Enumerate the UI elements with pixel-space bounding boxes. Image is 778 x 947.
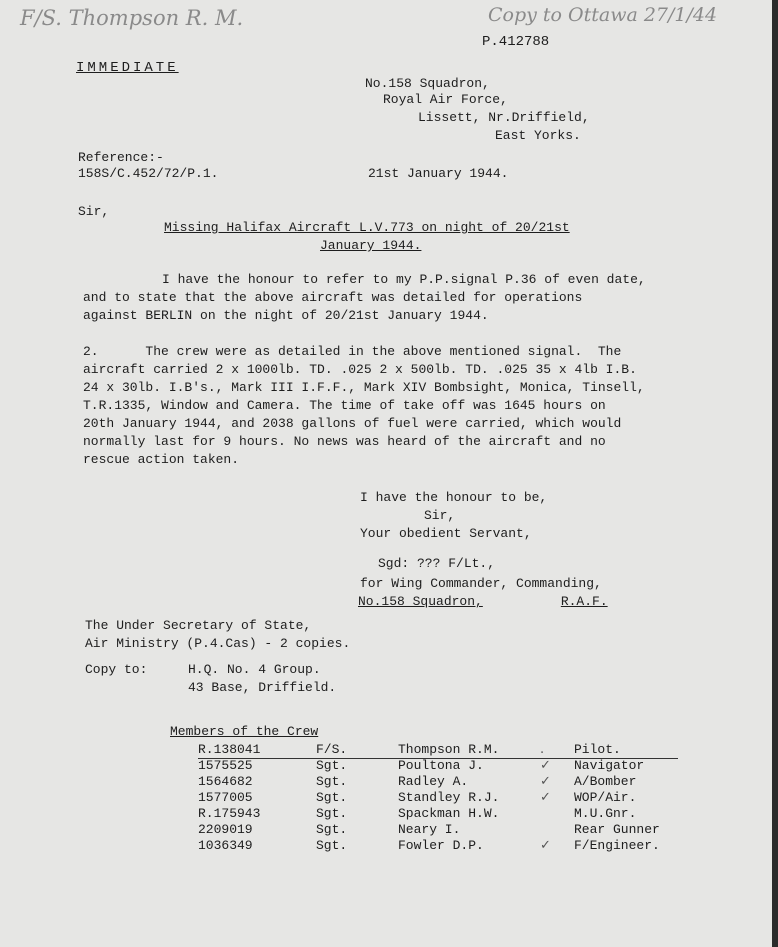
- crew-service-number: R.175943: [198, 806, 261, 821]
- crew-role: WOP/Air.: [574, 790, 637, 805]
- crew-service-number: R.138041: [198, 742, 261, 757]
- signatory-unit-name: No.158 Squadron,: [358, 594, 483, 609]
- scan-edge: [772, 0, 778, 947]
- crew-rank: Sgt.: [316, 790, 348, 805]
- crew-check-mark: ✓: [540, 758, 551, 773]
- crew-service-number: 2209019: [198, 822, 253, 837]
- paragraph-1-line: against BERLIN on the night of 20/21st January 1944.: [83, 308, 489, 323]
- reference-value: 158S/C.452/72/P.1.: [78, 166, 219, 181]
- crew-role: F/Engineer.: [574, 838, 660, 853]
- paragraph-1-line: and to state that the above aircraft was detailed for operations: [83, 290, 583, 305]
- crew-row: [198, 758, 684, 774]
- crew-row: [198, 838, 684, 854]
- crew-rank: F/S.: [316, 742, 348, 757]
- closing-line: I have the honour to be,: [360, 490, 548, 505]
- signature-line: Sgd: ??? F/Lt.,: [378, 556, 496, 571]
- crew-row: [198, 774, 684, 790]
- crew-check-mark: ✓: [540, 790, 551, 805]
- paragraph-2-line: normally last for 9 hours. No news was heard of the aircraft and no: [83, 434, 606, 449]
- paragraph-2-line: 20th January 1944, and 2038 gallons of fuel were carried, which would: [83, 416, 622, 431]
- crew-service-number: 1575525: [198, 758, 253, 773]
- crew-name: Standley R.J.: [398, 790, 500, 805]
- handwritten-copy-note: Copy to Ottawa 27/1/44: [488, 4, 718, 26]
- crew-rank: Sgt.: [316, 758, 348, 773]
- copy-to-label: Copy to:: [85, 662, 148, 677]
- address-line: East Yorks.: [495, 128, 581, 143]
- copy-to-line: 43 Base, Driffield.: [188, 680, 337, 695]
- crew-row: [198, 742, 684, 758]
- crew-row: [198, 822, 684, 838]
- paragraph-2-line: rescue action taken.: [83, 452, 240, 467]
- crew-role: M.U.Gnr.: [574, 806, 637, 821]
- crew-name: Radley A.: [398, 774, 469, 789]
- crew-check-mark: ✓: [540, 774, 551, 789]
- address-line: Lissett, Nr.Driffield,: [418, 110, 590, 125]
- priority-marking: IMMEDIATE: [76, 60, 179, 76]
- address-line: Royal Air Force,: [383, 92, 508, 107]
- paragraph-2-line: T.R.1335, Window and Camera. The time of take off was 1645 hours on: [83, 398, 606, 413]
- crew-role: Pilot.: [574, 742, 621, 757]
- paragraph-1-line: I have the honour to refer to my P.P.signal P.36 of even date,: [162, 272, 646, 287]
- reference-label: Reference:-: [78, 150, 164, 165]
- crew-heading: Members of the Crew: [170, 724, 319, 739]
- signatory-unit: [358, 594, 648, 610]
- crew-name: Neary I.: [398, 822, 461, 837]
- recipient-line: The Under Secretary of State,: [85, 618, 312, 633]
- paragraph-2-line: 24 x 30lb. I.B's., Mark III I.F.F., Mark XIV Bombsight, Monica, Tinsell,: [83, 380, 645, 395]
- crew-check-mark: ✓: [540, 838, 551, 853]
- crew-service-number: 1577005: [198, 790, 253, 805]
- crew-check-mark: [540, 822, 574, 838]
- closing-line: Sir,: [424, 508, 456, 523]
- recipient-line: Air Ministry (P.4.Cas) - 2 copies.: [85, 636, 351, 651]
- paragraph-2-line: aircraft carried 2 x 1000lb. TD. .025 2 x 500lb. TD. .025 35 x 4lb I.B.: [83, 362, 637, 377]
- subject-line: Missing Halifax Aircraft L.V.773 on night of 20/21st: [164, 220, 570, 235]
- crew-check-mark: .: [540, 742, 545, 757]
- crew-name: Poultona J.: [398, 758, 484, 773]
- paragraph-2-line: 2. The crew were as detailed in the above mentioned signal. The: [83, 344, 622, 359]
- crew-name: Thompson R.M.: [398, 742, 500, 757]
- crew-role: Navigator: [574, 758, 645, 773]
- crew-name: Spackman H.W.: [398, 806, 500, 821]
- signatory-title: for Wing Commander, Commanding,: [360, 576, 602, 591]
- handwritten-name-note: F/S. Thompson R. M.: [20, 6, 244, 30]
- crew-row: [198, 790, 684, 806]
- address-line: No.158 Squadron,: [365, 76, 490, 91]
- crew-rank: Sgt.: [316, 774, 348, 789]
- crew-check-mark: [540, 806, 574, 822]
- crew-role: A/Bomber: [574, 774, 637, 789]
- signatory-unit-suffix: R.A.F.: [560, 594, 608, 609]
- letter-date: 21st January 1944.: [368, 166, 509, 181]
- subject-line: January 1944.: [320, 238, 422, 253]
- closing-line: Your obedient Servant,: [360, 526, 532, 541]
- crew-rank: Sgt.: [316, 806, 348, 821]
- crew-name: Fowler D.P.: [398, 838, 484, 853]
- crew-rank: Sgt.: [316, 822, 348, 837]
- crew-table: [198, 742, 684, 854]
- crew-row: [198, 806, 684, 822]
- file-reference-number: P.412788: [482, 34, 550, 50]
- crew-service-number: 1036349: [198, 838, 253, 853]
- crew-rank: Sgt.: [316, 838, 348, 853]
- copy-to-line: H.Q. No. 4 Group.: [188, 662, 321, 677]
- salutation: Sir,: [78, 204, 110, 219]
- crew-role: Rear Gunner: [574, 822, 660, 837]
- crew-service-number: 1564682: [198, 774, 253, 789]
